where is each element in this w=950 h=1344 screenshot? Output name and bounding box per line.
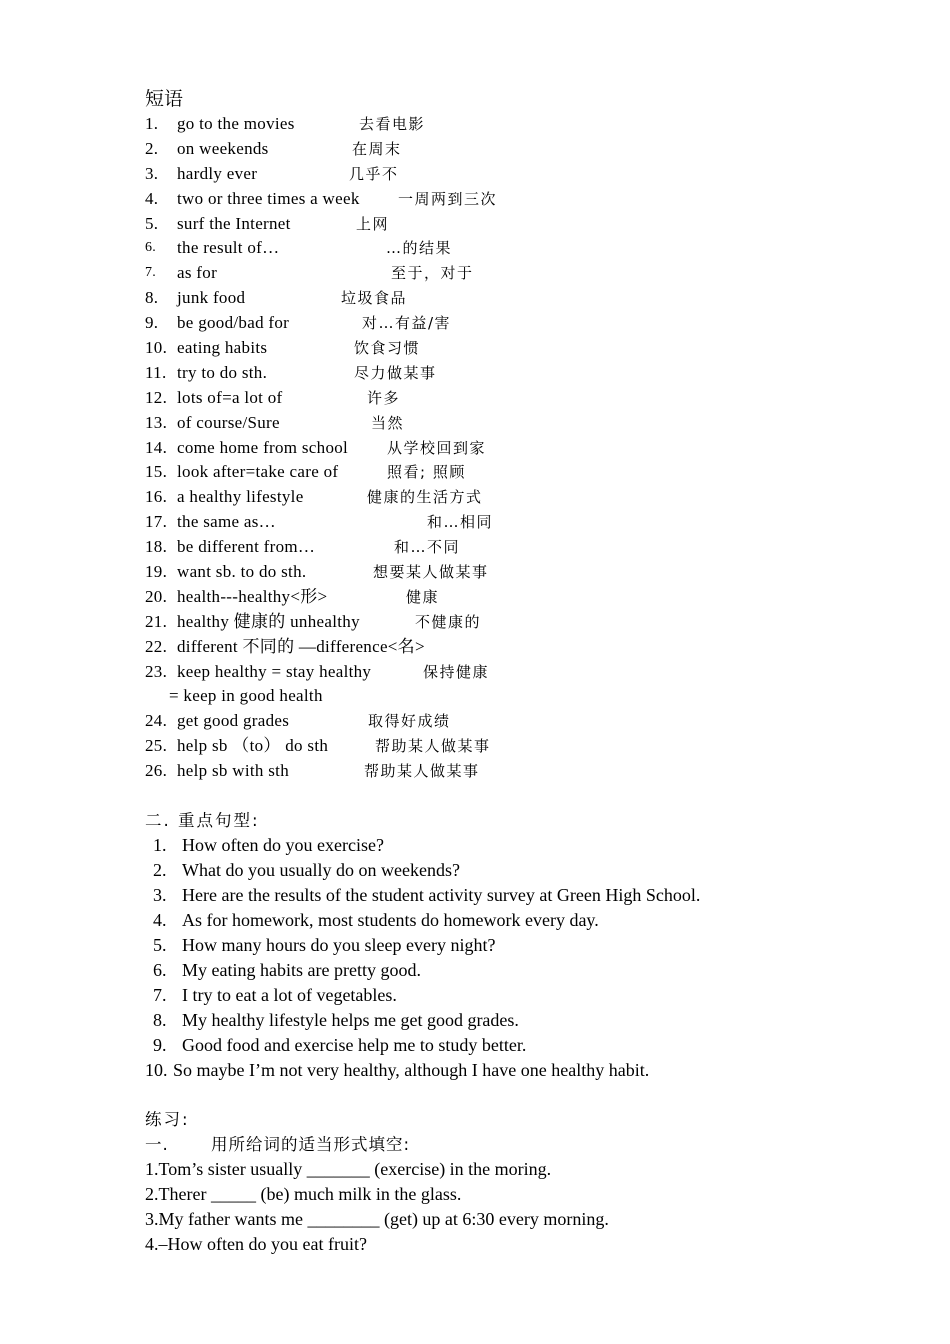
sentence-text: My healthy lifestyle helps me get good grades. (182, 1010, 519, 1031)
practice-heading: 练习: (145, 1110, 190, 1130)
practice-instruction (145, 1132, 885, 1157)
phrase-english: be good/bad for (177, 313, 290, 333)
phrase-chinese: 想要某人做某事 (373, 563, 489, 582)
phrase-item (145, 460, 885, 485)
phrase-english: eating habits (177, 338, 268, 358)
phrase-english: healthy 健康的 unhealthy (177, 611, 360, 631)
phrase-chinese: 一周两到三次 (398, 189, 498, 208)
phrase-number: 25. (145, 736, 168, 756)
phrase-english: the same as… (177, 512, 276, 532)
phrase-english: lots of=a lot of (177, 387, 283, 407)
phrase-chinese: 垃圾食品 (341, 289, 408, 308)
phrase-number: 9. (145, 313, 159, 333)
sentence-number: 1. (153, 835, 167, 856)
phrase-item (145, 286, 885, 311)
sentence-number: 9. (153, 1035, 167, 1056)
sentence-number: 3. (153, 885, 167, 906)
sentence-item (145, 883, 885, 908)
phrase-english: on weekends (177, 138, 269, 158)
phrase-number: 13. (145, 412, 168, 432)
phrase-chinese: 帮助某人做某事 (375, 737, 491, 756)
phrase-english: the result of… (177, 238, 280, 258)
sentence-text: How often do you exercise? (182, 835, 384, 856)
sentence-number: 10. (145, 1060, 168, 1081)
phrase-item (145, 759, 885, 784)
phrase-item (145, 485, 885, 510)
phrase-chinese: 尽力做某事 (354, 363, 437, 382)
phrase-item (145, 236, 885, 261)
phrase-number: 4. (145, 188, 159, 208)
sentence-item (145, 1033, 885, 1058)
phrase-item (145, 112, 885, 137)
phrase-item (145, 436, 885, 461)
phrase-chinese: 保持健康 (423, 662, 490, 681)
sentence-number: 2. (153, 860, 167, 881)
phrase-english: go to the movies (177, 114, 295, 133)
phrase-item (145, 560, 885, 585)
phrase-number: 3. (145, 163, 159, 183)
phrase-item (145, 635, 885, 660)
phrase-chinese: 帮助某人做某事 (364, 762, 480, 781)
phrase-english: keep healthy = stay healthy (177, 661, 372, 681)
section-spacer (145, 784, 885, 808)
sentence-text: I try to eat a lot of vegetables. (182, 985, 397, 1006)
phrase-english: a healthy lifestyle (177, 487, 304, 507)
phrase-number: 21. (145, 611, 168, 631)
sentence-item (145, 933, 885, 958)
sentence-list (145, 833, 885, 1083)
phrase-number: 20. (145, 586, 168, 606)
phrase-list (145, 112, 885, 784)
phrase-item (145, 411, 885, 436)
phrase-chinese: 几乎不 (349, 164, 399, 183)
phrase-chinese: 上网 (356, 214, 390, 233)
phrase-number: 16. (145, 487, 168, 507)
sentence-text: My eating habits are pretty good. (182, 960, 421, 981)
phrase-chinese: 至于，对于 (391, 264, 474, 283)
phrase-english: of course/Sure (177, 412, 280, 432)
phrase-chinese: 照看; 照顾 (387, 463, 466, 482)
phrase-english: come home from school (177, 437, 349, 457)
phrase-item (145, 535, 885, 560)
phrase-number: 7. (145, 265, 157, 281)
phrase-english: try to do sth. (177, 362, 268, 382)
phrase-number: 15. (145, 462, 168, 482)
sentence-item (145, 958, 885, 983)
phrase-item (145, 709, 885, 734)
sentence-text: As for homework, most students do homework every day. (182, 910, 599, 931)
phrase-item (145, 311, 885, 336)
exercise-item: 1.Tom’s sister usually _______ (exercise) in the moring. (145, 1159, 552, 1180)
sentence-text: How many hours do you sleep every night? (182, 935, 496, 956)
phrase-item (145, 187, 885, 212)
sentences-heading: 二. 重点句型: (145, 811, 260, 831)
phrase-chinese: 对…有益/害 (362, 314, 452, 333)
phrase-number: 22. (145, 636, 168, 656)
phrase-english: hardly ever (177, 163, 258, 183)
phrase-english: as for (177, 263, 218, 283)
practice-instruction-text: 用所给词的适当形式填空: (211, 1135, 411, 1155)
phrase-item (145, 336, 885, 361)
phrase-english: health---healthy<形> (177, 586, 328, 606)
phrase-item (145, 510, 885, 535)
phrase-number: 18. (145, 537, 168, 557)
section-spacer (145, 1083, 885, 1107)
sentence-number: 4. (153, 910, 167, 931)
phrase-item (145, 361, 885, 386)
exercise-item: 2.Therer _____ (be) much milk in the glass. (145, 1184, 462, 1205)
phrase-number: 2. (145, 138, 159, 158)
phrase-item (145, 137, 885, 162)
phrase-english: different 不同的 —difference<名> (177, 636, 425, 656)
phrase-chinese: 饮食习惯 (354, 339, 421, 358)
phrase-item (145, 162, 885, 187)
sentence-item (145, 833, 885, 858)
phrase-chinese: 在周末 (352, 139, 402, 158)
phrase-english: help sb with sth (177, 761, 289, 781)
sentence-item (145, 1058, 885, 1083)
sentence-text: Good food and exercise help me to study better. (182, 1035, 527, 1056)
phrase-chinese: …的结果 (386, 239, 453, 258)
phrase-chinese: 健康的生活方式 (367, 488, 483, 507)
sentence-text: What do you usually do on weekends? (182, 860, 460, 881)
phrase-number: 12. (145, 387, 168, 407)
phrase-number: 17. (145, 512, 168, 532)
phrase-number: 26. (145, 761, 168, 781)
phrase-number: 14. (145, 437, 168, 457)
phrase-english: be different from… (177, 537, 316, 557)
phrase-chinese: 不健康的 (415, 612, 482, 631)
practice-instruction-number: 一. (145, 1135, 169, 1155)
phrase-chinese: 许多 (367, 388, 401, 407)
sentence-text: Here are the results of the student activity survey at Green High School. (182, 885, 701, 906)
exercise-item: 4.–How often do you eat fruit? (145, 1234, 367, 1255)
phrase-item (145, 212, 885, 237)
phrase-item (145, 610, 885, 635)
phrase-chinese: 取得好成绩 (368, 712, 451, 731)
phrase-english: look after=take care of (177, 462, 339, 482)
phrase-number: 10. (145, 338, 168, 358)
phrase-english: two or three times a week (177, 188, 360, 208)
phrase-english: get good grades (177, 711, 290, 731)
phrase-english: help sb （to） do sth (177, 736, 329, 756)
sentence-number: 8. (153, 1010, 167, 1031)
phrase-number: 24. (145, 711, 168, 731)
sentence-number: 6. (153, 960, 167, 981)
phrase-english: want sb. to do sth. (177, 562, 307, 582)
phrases-heading: 短语 (145, 88, 184, 110)
sentence-number: 7. (153, 985, 167, 1006)
phrase-chinese: 去看电影 (359, 115, 426, 133)
phrase-item (145, 261, 885, 286)
phrase-item (145, 734, 885, 759)
phrase-chinese: 当然 (371, 413, 405, 432)
phrase-number: 1. (145, 114, 159, 133)
phrase-chinese: 从学校回到家 (387, 438, 487, 457)
phrase-number: 6. (145, 240, 157, 256)
sentence-text: So maybe I’m not very healthy, although I have one healthy habit. (173, 1060, 650, 1081)
sentence-item (145, 908, 885, 933)
sentence-item (145, 858, 885, 883)
phrase-item (145, 386, 885, 411)
phrase-number: 11. (145, 362, 167, 382)
phrase-english: junk food (177, 288, 246, 308)
phrase-chinese: 健康 (406, 587, 440, 606)
phrase-chinese: 和…不同 (394, 538, 461, 557)
phrase-continuation: = keep in good health (169, 686, 323, 706)
exercise-item: 3.My father wants me ________ (get) up at 6:30 every morning. (145, 1209, 609, 1230)
phrase-english: surf the Internet (177, 213, 291, 233)
phrase-item (145, 660, 885, 685)
phrase-chinese: 和…相同 (427, 513, 494, 532)
phrase-number: 8. (145, 288, 159, 308)
sentence-item (145, 983, 885, 1008)
phrase-item (145, 585, 885, 610)
document-content (145, 86, 885, 1257)
sentence-item (145, 1008, 885, 1033)
phrase-number: 23. (145, 661, 168, 681)
phrase-number: 5. (145, 213, 159, 233)
sentence-number: 5. (153, 935, 167, 956)
phrase-number: 19. (145, 562, 168, 582)
